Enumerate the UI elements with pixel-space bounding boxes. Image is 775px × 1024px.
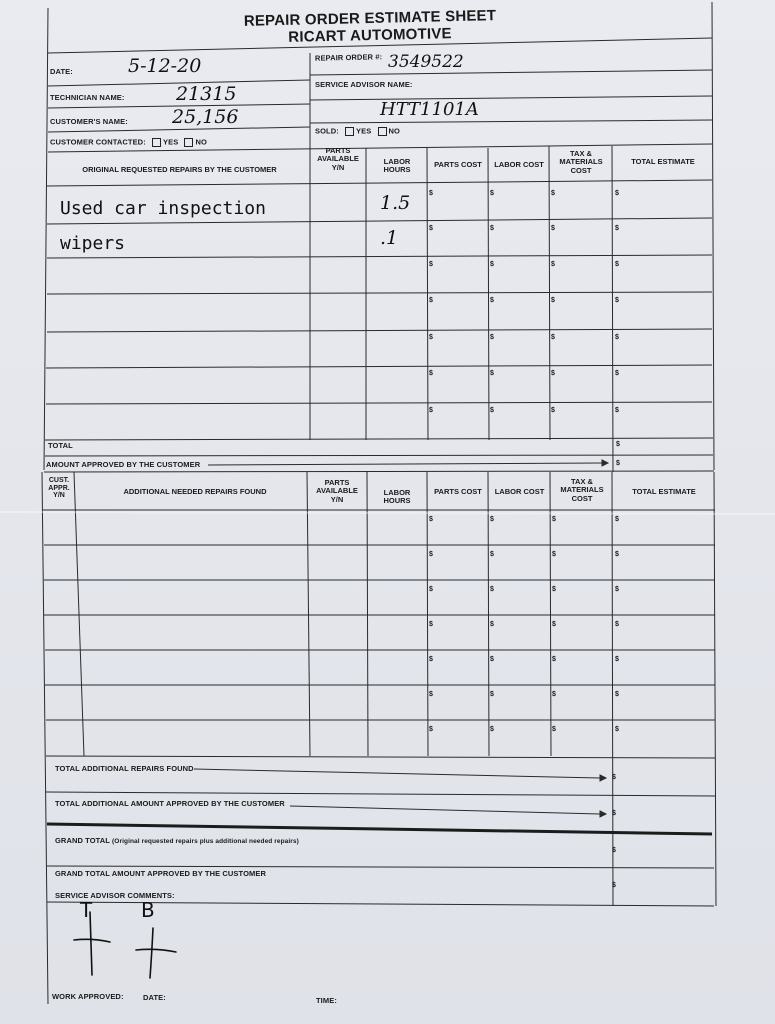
t2-row-dollar: $ [429, 691, 433, 698]
t1-row-dollar: $ [429, 370, 433, 377]
t1-row-dollar: $ [429, 225, 433, 232]
total-additional-approved-label: TOTAL ADDITIONAL AMOUNT APPROVED BY THE CUSTOMER [55, 799, 285, 808]
t1-row-dollar: $ [429, 334, 433, 341]
t1-header-repairs: ORIGINAL REQUESTED REPAIRS BY THE CUSTOMER [82, 165, 277, 174]
grand-total-approved-label: GRAND TOTAL AMOUNT APPROVED BY THE CUSTOMER [55, 869, 266, 878]
t1-row-dollar: $ [490, 190, 494, 197]
sold-yes-checkbox[interactable] [345, 127, 354, 136]
t1-row-repair: wipers [60, 233, 126, 254]
t2-row-dollar: $ [615, 516, 619, 523]
t1-row-hours: 1.5 [380, 192, 411, 214]
t2-row-dollar: $ [490, 586, 494, 593]
repair-order-label: REPAIR ORDER #: [314, 52, 383, 63]
t2-header-total-estimate: TOTAL ESTIMATE [632, 487, 696, 496]
grand-total-approved-dollar: $ [612, 882, 616, 889]
t1-row-dollar: $ [490, 261, 494, 268]
t1-total-dollar: $ [616, 441, 620, 448]
t1-row-dollar: $ [551, 334, 555, 341]
grand-total [55, 837, 299, 845]
footer-date-label: DATE: [143, 993, 166, 1002]
work-approved-label: WORK APPROVED: [52, 992, 124, 1001]
t2-row-dollar: $ [429, 551, 433, 558]
t1-row-dollar: $ [615, 297, 619, 304]
t1-row-dollar: $ [490, 297, 494, 304]
t1-header-labor-cost: LABOR COST [494, 160, 544, 169]
t1-header-parts-cost: PARTS COST [434, 160, 482, 169]
date-value: 5-12-20 [128, 55, 202, 77]
t1-row-dollar: $ [551, 370, 555, 377]
technician-label: TECHNICIAN NAME: [50, 93, 125, 102]
t1-total-label: TOTAL [48, 441, 73, 450]
sold-label: SOLD: [315, 126, 339, 136]
technician-value: 21315 [176, 83, 237, 105]
t2-row-dollar: $ [615, 551, 619, 558]
t2-row-dollar: $ [490, 551, 494, 558]
sold-no-label: NO [388, 126, 400, 136]
t2-header-tax-materials: TAX & MATERIALS COST [560, 477, 604, 503]
t1-row-hours: .1 [380, 227, 399, 249]
t1-row-dollar: $ [490, 334, 494, 341]
t2-row-dollar: $ [429, 726, 433, 733]
comment-mark-t: T [80, 898, 93, 922]
total-additional-approved-dollar: $ [612, 810, 616, 817]
t1-row-repair: Used car inspection [60, 198, 266, 219]
t2-row-dollar: $ [615, 656, 619, 663]
date-label: DATE: [50, 67, 73, 76]
sold-yes-label: YES [356, 126, 372, 136]
t1-row-dollar: $ [429, 297, 433, 304]
t2-row-dollar: $ [615, 691, 619, 698]
t1-header-tax-materials: TAX & MATERIALS COST [559, 149, 603, 175]
t2-header-repairs: ADDITIONAL NEEDED REPAIRS FOUND [123, 487, 267, 496]
form-title: REPAIR ORDER ESTIMATE SHEET [243, 7, 497, 30]
t2-row-dollar: $ [552, 691, 556, 698]
t1-row-dollar: $ [551, 261, 555, 268]
footer-time-label: TIME: [316, 996, 337, 1005]
t2-row-dollar: $ [429, 586, 433, 593]
total-additional-dollar: $ [612, 774, 616, 781]
t1-row-dollar: $ [615, 370, 619, 377]
grand-total-dollar: $ [612, 847, 616, 854]
t1-row-dollar: $ [490, 370, 494, 377]
t2-header-cust-appr: CUST. APPR. Y/N [48, 477, 70, 500]
form-subtitle: RICART AUTOMOTIVE [288, 25, 452, 46]
t1-header-total-estimate: TOTAL ESTIMATE [631, 157, 695, 166]
t2-row-dollar: $ [429, 656, 433, 663]
contacted-no-checkbox[interactable] [184, 138, 193, 147]
t1-row-dollar: $ [551, 225, 555, 232]
t1-approved-label: AMOUNT APPROVED BY THE CUSTOMER [46, 460, 201, 469]
t2-row-dollar: $ [490, 656, 494, 663]
customer-name-value: 25,156 [172, 106, 239, 128]
t2-row-dollar: $ [615, 621, 619, 628]
service-advisor-value: HTT1101A [380, 99, 479, 120]
total-additional-label: TOTAL ADDITIONAL REPAIRS FOUND [55, 764, 194, 773]
t2-row-dollar: $ [490, 516, 494, 523]
t2-row-dollar: $ [552, 726, 556, 733]
contacted-no-label: NO [195, 137, 207, 147]
t2-row-dollar: $ [552, 656, 556, 663]
t2-header-parts-cost: PARTS COST [434, 487, 482, 496]
t1-row-dollar: $ [551, 407, 555, 414]
sold-field [315, 127, 400, 136]
customer-name-label: CUSTOMER'S NAME: [50, 117, 128, 126]
t2-row-dollar: $ [552, 586, 556, 593]
t1-row-dollar: $ [429, 407, 433, 414]
t1-row-dollar: $ [615, 407, 619, 414]
grand-total-label: GRAND TOTAL [55, 836, 110, 845]
t2-row-dollar: $ [490, 621, 494, 628]
t2-row-dollar: $ [552, 621, 556, 628]
t1-row-dollar: $ [615, 261, 619, 268]
t1-header-parts-available: PARTS AVAILABLE Y/N [317, 146, 359, 172]
t2-row-dollar: $ [615, 586, 619, 593]
t2-row-dollar: $ [490, 691, 494, 698]
t2-row-dollar: $ [552, 516, 556, 523]
t1-row-dollar: $ [551, 297, 555, 304]
t2-header-labor-cost: LABOR COST [494, 487, 545, 496]
t1-row-dollar: $ [615, 190, 619, 197]
comments-label: SERVICE ADVISOR COMMENTS: [55, 891, 175, 900]
t1-approved-dollar: $ [616, 460, 620, 467]
t1-row-dollar: $ [490, 407, 494, 414]
t1-row-dollar: $ [429, 190, 433, 197]
t1-row-dollar: $ [429, 261, 433, 268]
repair-order-value: 3549522 [388, 52, 464, 72]
t2-row-dollar: $ [615, 726, 619, 733]
t1-header-labor-hours: LABOR HOURS [383, 157, 411, 175]
t2-header-parts-available: PARTS AVAILABLE Y/N [316, 478, 358, 504]
customer-contacted-label: CUSTOMER CONTACTED: [50, 137, 146, 147]
grand-total-note: (Original requested repairs plus additional needed repairs) [112, 838, 299, 845]
t2-header-labor-hours: LABOR HOURS [383, 488, 411, 506]
t1-row-dollar: $ [490, 225, 494, 232]
t2-row-dollar: $ [552, 551, 556, 558]
t1-row-dollar: $ [615, 225, 619, 232]
t2-row-dollar: $ [490, 726, 494, 733]
t1-row-dollar: $ [615, 334, 619, 341]
comment-mark-b: B [141, 898, 155, 922]
customer-contacted [50, 138, 207, 147]
contacted-yes-checkbox[interactable] [152, 138, 161, 147]
sold-no-checkbox[interactable] [378, 127, 387, 136]
contacted-yes-label: YES [162, 137, 179, 147]
service-advisor-label: SERVICE ADVISOR NAME: [315, 80, 413, 89]
t2-row-dollar: $ [429, 516, 433, 523]
t1-row-dollar: $ [551, 190, 555, 197]
t2-row-dollar: $ [429, 621, 433, 628]
